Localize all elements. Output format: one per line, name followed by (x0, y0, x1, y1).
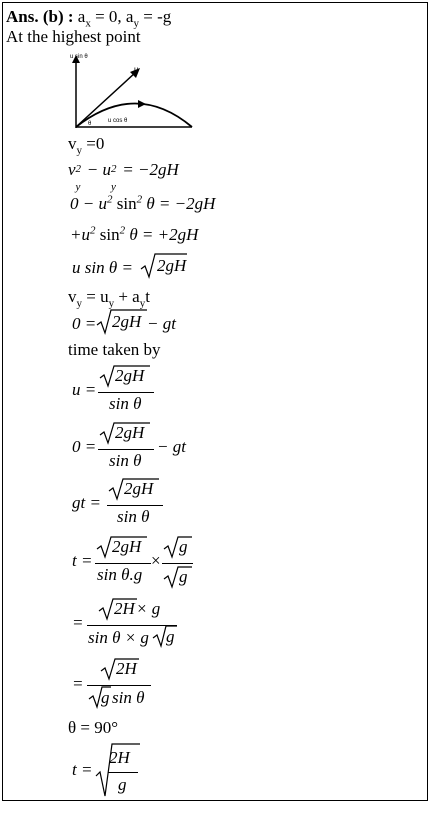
eq6-t: t (145, 287, 150, 306)
label-theta: θ (88, 121, 92, 127)
eq-theta-90: θ = 90° (68, 718, 119, 737)
eq4-a: +u (70, 225, 90, 244)
eq-substitute (70, 194, 215, 214)
eq-zero-root: 0 = (72, 314, 97, 333)
eq16-left: t = (72, 760, 93, 779)
eq12-bar2 (162, 563, 193, 564)
eq4-sin: sin (95, 225, 120, 244)
eq12-bar (95, 563, 151, 564)
eq10-num: 2gH (115, 423, 145, 442)
eq10-den: sin θ (109, 451, 142, 470)
eq14-num: 2H (116, 659, 137, 678)
ax-value: = 0, a (90, 7, 134, 26)
ay-value: = -g (138, 7, 172, 26)
vy-value: =0 (82, 134, 105, 153)
eq7-root: 2gH (112, 312, 142, 331)
eq3-sin: sin (112, 194, 137, 213)
vy-symbol: v (68, 134, 77, 153)
label-ucos: u cos θ (108, 118, 128, 124)
eq16-den: g (118, 775, 127, 794)
eq6-asub: y (139, 297, 146, 310)
eq12-left: t = (72, 551, 93, 570)
vy-sub: y (76, 144, 82, 157)
eq12-times: × (151, 551, 161, 570)
eq14-left: = (72, 674, 84, 693)
label-u: u (134, 65, 139, 74)
eq12-num: 2gH (112, 537, 142, 556)
eq2-u: − u (82, 160, 112, 179)
eq3-a: 0 − u (70, 194, 107, 213)
eq-vy-formula (68, 287, 150, 310)
eq13-num-root: 2H (114, 599, 135, 618)
eq16-num: 2H (109, 748, 130, 767)
eq13-den-root: g (166, 627, 175, 646)
eq4-sup1: 2 (89, 224, 96, 237)
eq9-num: 2gH (115, 366, 145, 385)
eq2-v: v (68, 160, 76, 179)
answer-heading (6, 7, 172, 30)
eq6-usub: y (108, 297, 115, 310)
ax-sub: x (85, 17, 91, 30)
eq14-den-rest: sin θ (112, 688, 145, 707)
eq11-bar (107, 505, 163, 506)
eq-vy-zero (68, 134, 105, 157)
eq3-sup1: 2 (106, 193, 113, 206)
eq6-a: + a (114, 287, 140, 306)
eq11-num: 2gH (124, 479, 154, 498)
eq9-left: u = (72, 380, 97, 399)
eq12-den2: g (179, 567, 188, 586)
eq6-v: v (68, 287, 77, 306)
eq6-vsub: y (76, 297, 82, 310)
eq13-left: = (72, 613, 84, 632)
ax-symbol: a (77, 7, 86, 26)
eq-rearranged (70, 225, 198, 245)
eq10-bar (98, 449, 154, 450)
eq12-num2: g (179, 537, 188, 556)
projectile-diagram (66, 50, 196, 132)
trajectory-arrow-icon (138, 100, 146, 108)
eq10-right: − gt (157, 437, 186, 456)
sqrt-icon (163, 535, 193, 559)
eq13-den-a: sin θ × g (88, 628, 149, 647)
label-usin: u sin θ (70, 54, 88, 60)
eq3-rest: θ = −2gH (142, 194, 216, 213)
trajectory-curve (76, 104, 192, 128)
eq6-u: = u (82, 287, 109, 306)
eq11-left: gt = (72, 493, 101, 512)
eq4-sup2: 2 (119, 224, 126, 237)
eq4-rest: θ = +2gH (125, 225, 199, 244)
time-taken-label: time taken by (68, 340, 161, 359)
eq2-rest: = −2gH (118, 160, 179, 179)
eq5-root: 2gH (157, 256, 187, 275)
eq9-bar (98, 392, 154, 393)
intro-text: At the highest point (6, 27, 141, 46)
eq11-den: sin θ (117, 507, 150, 526)
eq3-sup2: 2 (136, 193, 143, 206)
eq14-den-root: g (101, 688, 110, 707)
eq7-right: − gt (147, 314, 176, 333)
eq10-left: 0 = (72, 437, 97, 456)
eq13-num-rest: × g (136, 599, 161, 618)
sqrt-icon (163, 565, 193, 589)
eq12-den: sin θ.g (97, 565, 143, 584)
eq-kinematic: v 2 y − u 2 y = −2gH (68, 160, 179, 193)
answer-label: Ans. (b) : (6, 7, 74, 26)
eq9-den: sin θ (109, 394, 142, 413)
ay-sub: y (133, 17, 139, 30)
eq16-bar (108, 772, 138, 773)
eq-usin: u sin θ = (72, 258, 133, 277)
